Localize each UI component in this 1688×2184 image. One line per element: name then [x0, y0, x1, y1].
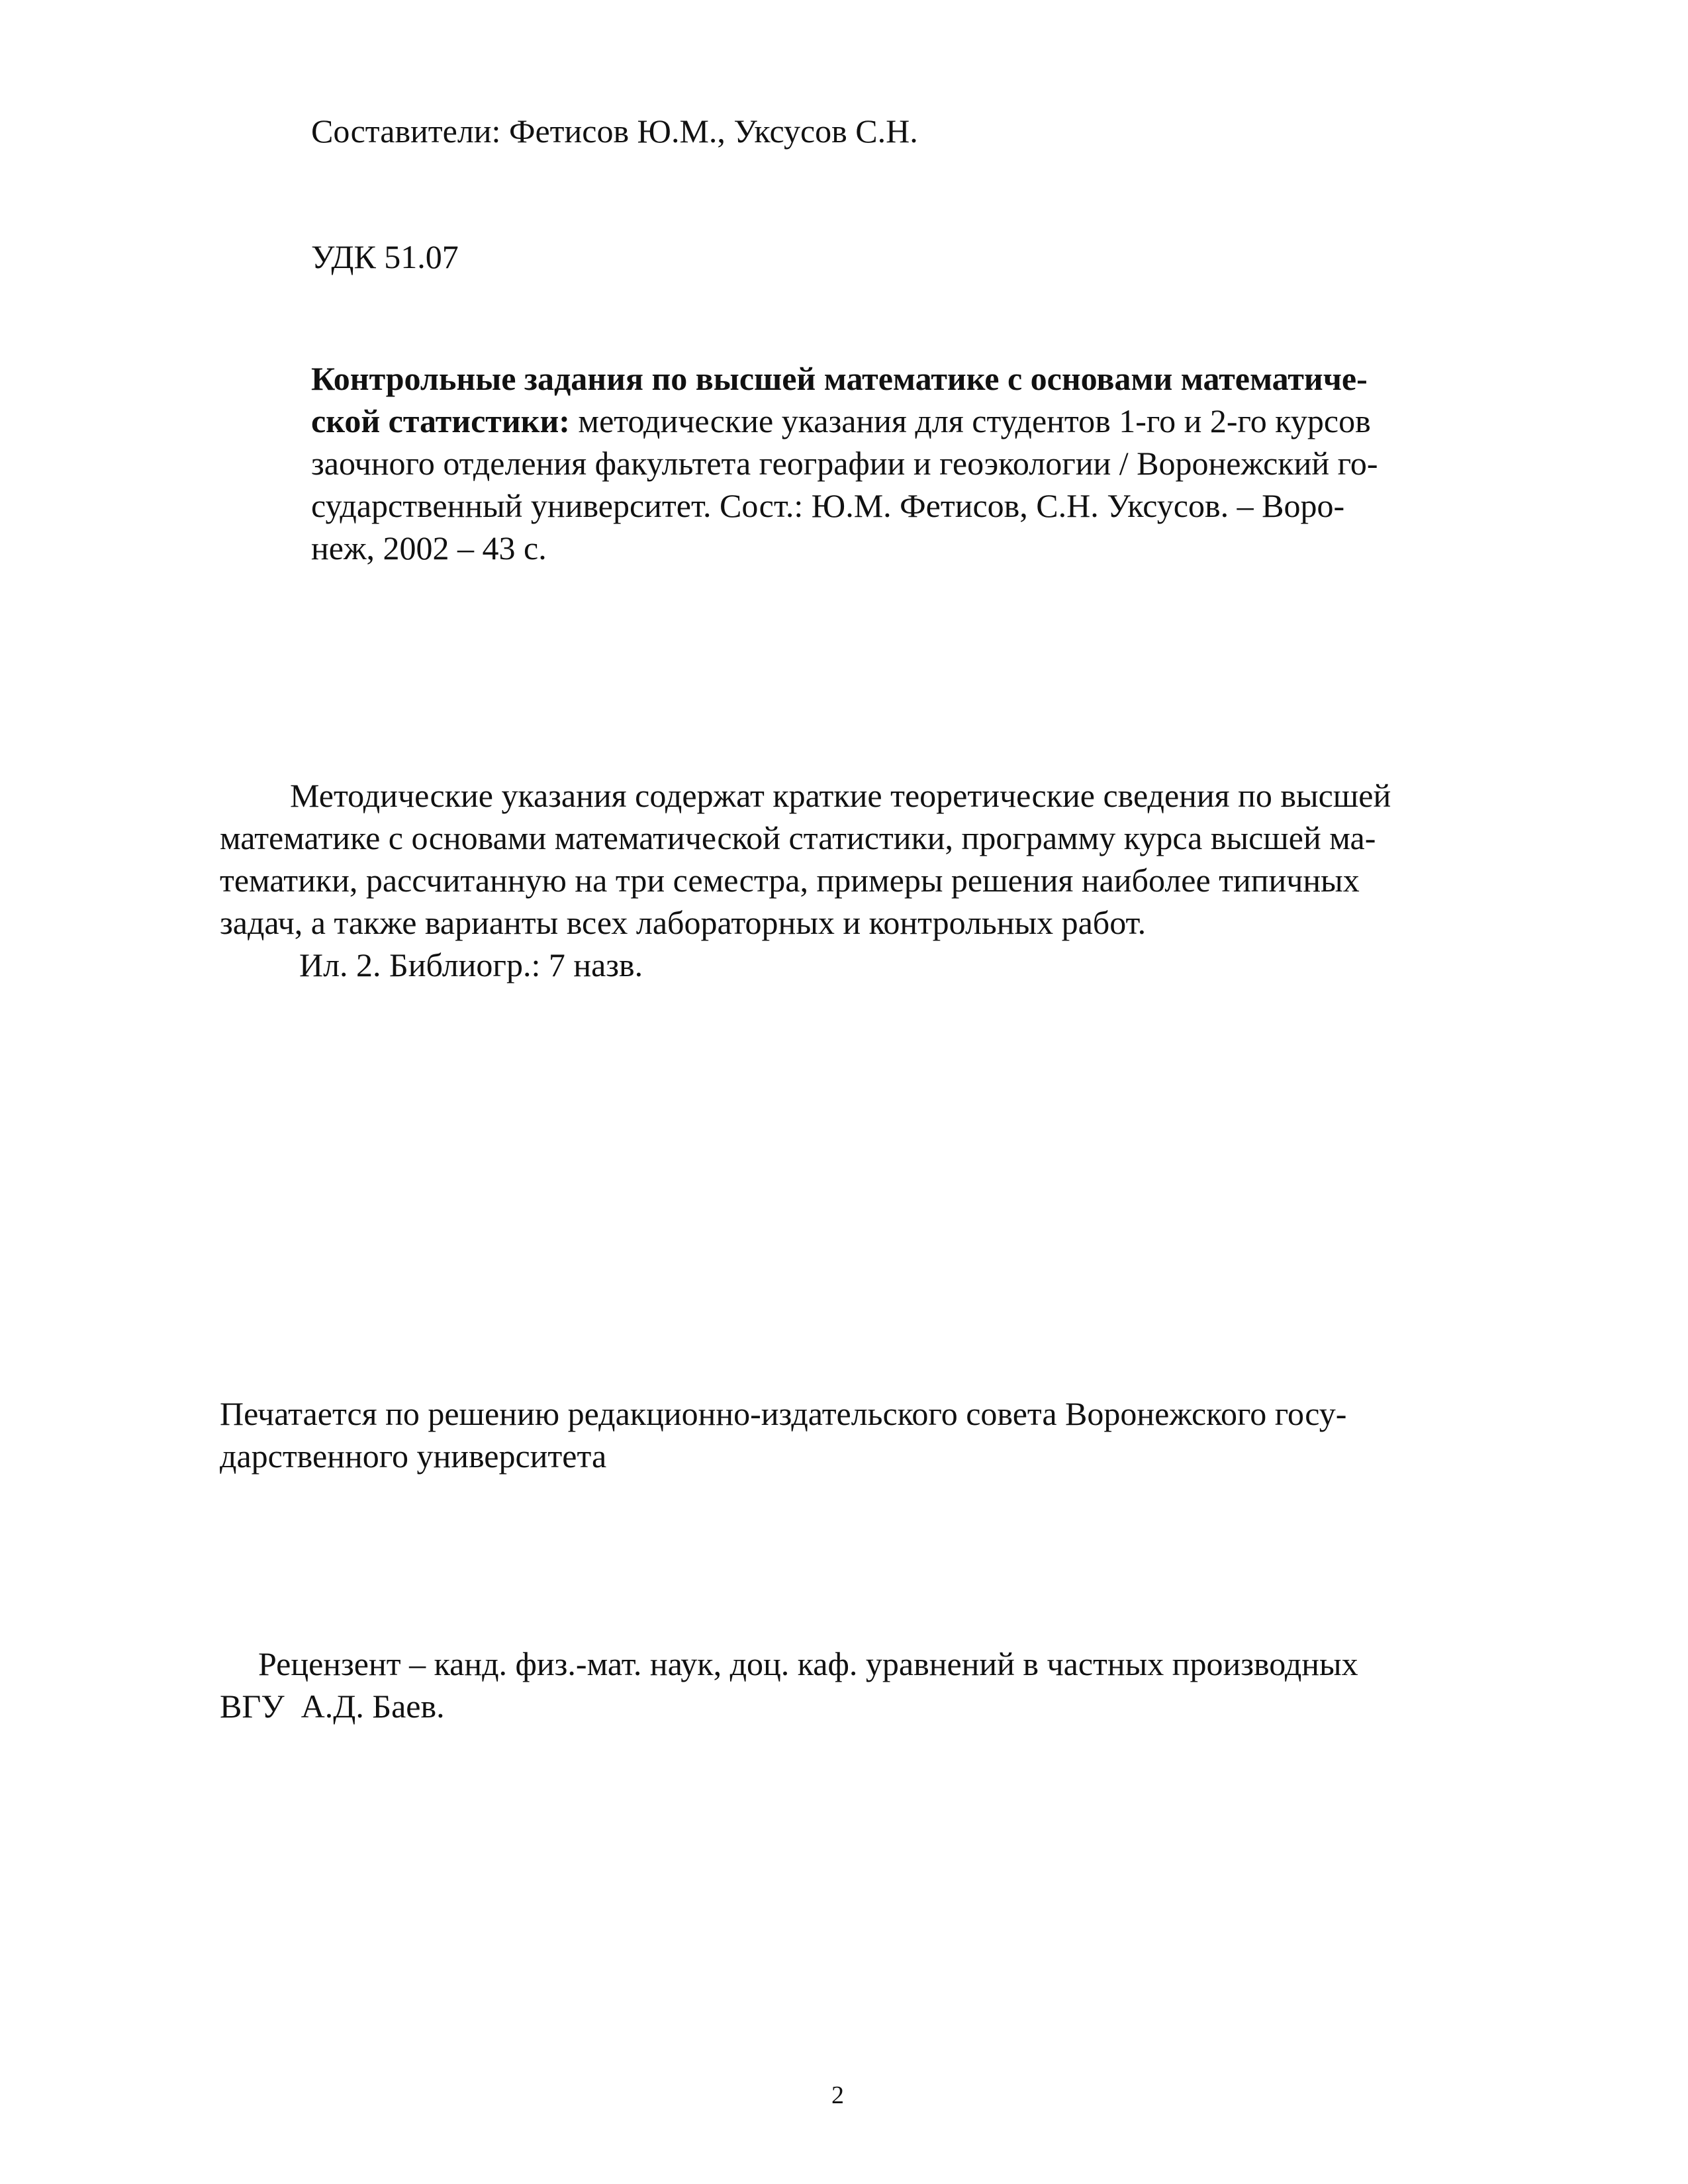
annotation-line-2: математике с основами математической статистики, программу курса высшей ма-	[220, 819, 1376, 856]
compilers-line: Составители: Фетисов Ю.М., Уксусов С.Н.	[311, 113, 918, 150]
bib-title-part-2: ской статистики:	[311, 402, 570, 439]
illustrations-bibliography-count: Ил. 2. Библиогр.: 7 назв.	[299, 946, 643, 983]
bib-line-5: неж, 2002 – 43 с.	[311, 529, 547, 567]
bib-line-2-rest: методические указания для студентов 1-го и 2-го курсов	[569, 402, 1371, 439]
bib-line-4: сударственный университет. Сост.: Ю.М. Фетисов, С.Н. Уксусов. – Воро-	[311, 487, 1345, 524]
print-approval-note	[220, 1392, 1346, 1477]
reviewer-line-1: Рецензент – канд. физ.-мат. наук, доц. каф. уравнений в частных производных	[258, 1645, 1358, 1682]
annotation-line-4: задач, а также варианты всех лабораторных и контрольных работ.	[220, 904, 1147, 941]
reviewer-line-2: ВГУ А.Д. Баев.	[220, 1688, 445, 1725]
print-note-line-1: Печатается по решению редакционно-издательского совета Воронежского госу-	[220, 1395, 1347, 1432]
bib-line-3: заочного отделения факультета географии и геоэкологии / Воронежский го-	[311, 445, 1378, 482]
bib-line-1	[311, 357, 1378, 400]
page-number: 2	[831, 2081, 844, 2109]
reviewer-info	[220, 1643, 1358, 1727]
bib-line-2	[311, 400, 1378, 442]
annotation-line-3: тематики, рассчитанную на три семестра, примеры решения наиболее типичных	[220, 862, 1360, 899]
bibliographic-description	[311, 357, 1378, 569]
udk-code: УДК 51.07	[311, 238, 459, 275]
annotation	[220, 774, 1391, 944]
annotation-line-1: Методические указания содержат краткие теоретические сведения по высшей	[290, 777, 1391, 814]
bib-title-part-1: Контрольные задания по высшей математике с основами математиче-	[311, 360, 1368, 397]
print-note-line-2: дарственного университета	[220, 1437, 607, 1475]
